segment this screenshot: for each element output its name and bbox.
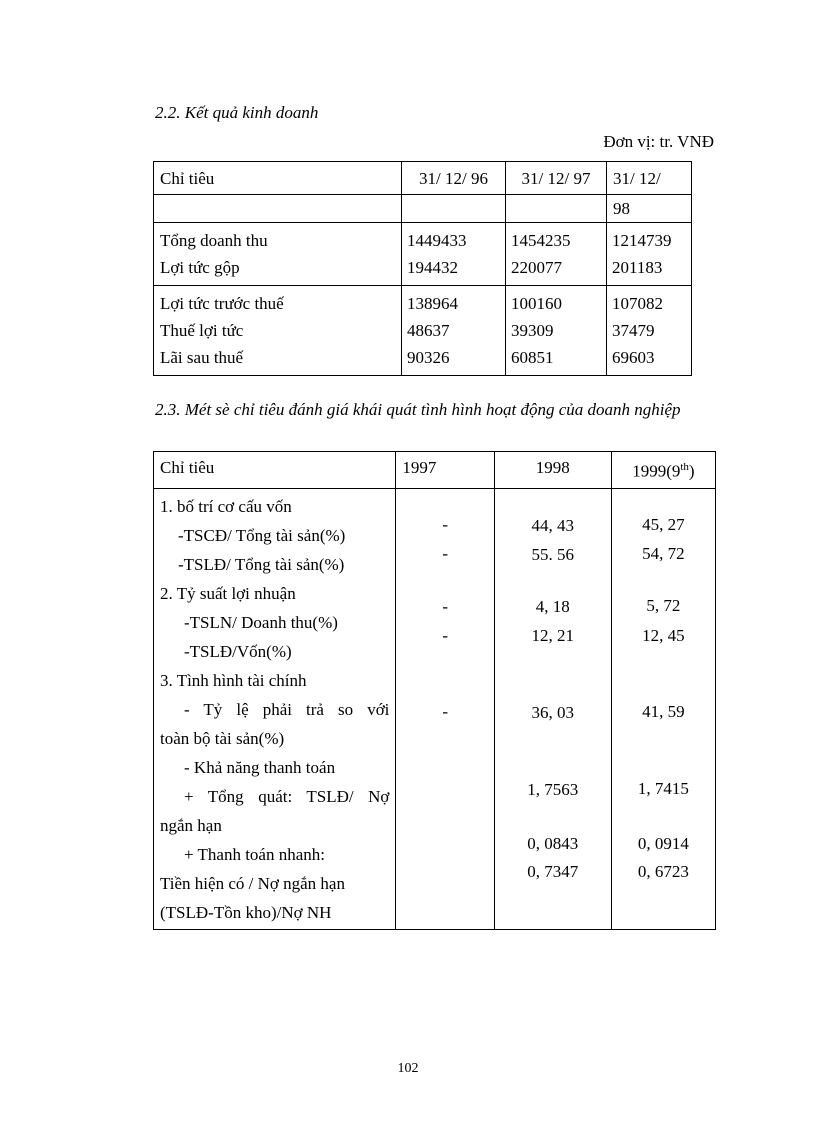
row-label: + Thanh toán nhanh: <box>184 844 325 864</box>
cell-value: 201183 <box>612 258 663 277</box>
row-label: -TSLĐ/ Tổng tài sản(%) <box>178 554 345 574</box>
row-label: Tiền hiện có / Nợ ngắn hạn <box>160 873 345 893</box>
section-heading-indicators: 2.3. Mét sè chỉ tiêu đánh giá khái quát tình hình hoạt động của doanh nghiệp <box>155 400 681 419</box>
row-label: 1. bố trí cơ cấu vốn <box>160 496 292 516</box>
row-label: Lợi tức gộp <box>160 258 240 277</box>
row-label: - Tỷ lệ phải trả so với <box>184 699 390 719</box>
header-1998: 31/ 12/ <box>607 162 692 195</box>
cell-value: 0, 0914 <box>637 833 689 853</box>
unit-label: Đơn vị: tr. VNĐ <box>603 132 714 151</box>
header-1998-cont: 98 <box>607 195 692 223</box>
cell-value: 48637 <box>407 321 450 340</box>
header-1996: 31/ 12/ 96 <box>402 162 506 195</box>
header-indicator: Chỉ tiêu <box>154 452 396 489</box>
cell-value: - <box>442 543 449 563</box>
header-1997: 1997 <box>396 452 494 489</box>
row-label: - Khả năng thanh toán <box>184 757 336 777</box>
cell-value: 37479 <box>612 321 655 340</box>
row-label: -TSLĐ/Vốn(%) <box>184 641 292 661</box>
indicators-table <box>153 451 716 930</box>
cell-value: 4, 18 <box>535 596 570 616</box>
cell-value: 1454235 <box>511 231 571 250</box>
header-indicator: Chỉ tiêu <box>154 162 402 195</box>
cell-value: 100160 <box>511 294 562 313</box>
row-label: -TSLN/ Doanh thu(%) <box>184 612 338 632</box>
cell-value: 36, 03 <box>531 702 574 722</box>
table-header-row <box>154 162 692 195</box>
cell-value: 45, 27 <box>642 514 685 534</box>
cell-value: 0, 0843 <box>527 833 579 853</box>
cell-value: 1449433 <box>407 231 467 250</box>
cell-value: - <box>442 701 449 721</box>
cell-value: - <box>442 625 449 645</box>
table-row <box>154 195 692 223</box>
row-label: Tổng doanh thu <box>160 231 268 250</box>
cell-value: 55. 56 <box>531 544 574 564</box>
row-label: (TSLĐ-Tồn kho)/Nợ NH <box>160 902 332 922</box>
row-label: 3. Tình hình tài chính <box>160 670 307 690</box>
cell-value: 1, 7415 <box>637 778 689 798</box>
page-number: 102 <box>397 1061 419 1076</box>
cell-value: 107082 <box>612 294 663 313</box>
cell-value: 0, 6723 <box>637 861 689 881</box>
cell-value: 39309 <box>511 321 554 340</box>
cell-value: 1, 7563 <box>527 779 579 799</box>
row-label: Lợi tức trước thuế <box>160 294 284 313</box>
row-label: 2. Tỷ suất lợi nhuận <box>160 583 296 603</box>
business-results-table <box>153 161 692 376</box>
section-heading-business-results: 2.2. Kết quả kinh doanh <box>155 103 319 122</box>
cell-value: 60851 <box>511 348 554 367</box>
row-label: toàn bộ tài sản(%) <box>160 728 285 748</box>
cell-value: 0, 7347 <box>527 861 579 881</box>
header-1997: 31/ 12/ 97 <box>506 162 607 195</box>
row-label: Thuế lợi tức <box>160 321 244 340</box>
cell-value: 1214739 <box>612 231 672 250</box>
cell-value: 12, 45 <box>642 625 685 645</box>
cell-value: 220077 <box>511 258 562 277</box>
table-row <box>154 223 692 286</box>
header-1998: 1998 <box>494 452 611 489</box>
row-label: + Tổng quát: TSLĐ/ Nợ <box>184 786 390 806</box>
row-label: ngắn hạn <box>160 815 222 835</box>
cell-value: 12, 21 <box>531 625 574 645</box>
cell-value: 5, 72 <box>646 595 681 615</box>
table-row <box>154 488 716 929</box>
cell-value: 69603 <box>612 348 655 367</box>
cell-value: - <box>442 514 449 534</box>
cell-value: 54, 72 <box>642 543 685 563</box>
row-label: -TSCĐ/ Tổng tài sản(%) <box>178 525 346 545</box>
row-label: Lãi sau thuế <box>160 348 244 367</box>
cell-value: - <box>442 596 449 616</box>
cell-value: 90326 <box>407 348 450 367</box>
cell-value: 194432 <box>407 258 458 277</box>
cell-value: 41, 59 <box>642 701 685 721</box>
cell-value: 44, 43 <box>531 515 574 535</box>
header-1999: 1999(9th) <box>611 452 715 489</box>
table-row <box>154 286 692 376</box>
table-header-row <box>154 452 716 489</box>
cell-value: 138964 <box>407 294 458 313</box>
